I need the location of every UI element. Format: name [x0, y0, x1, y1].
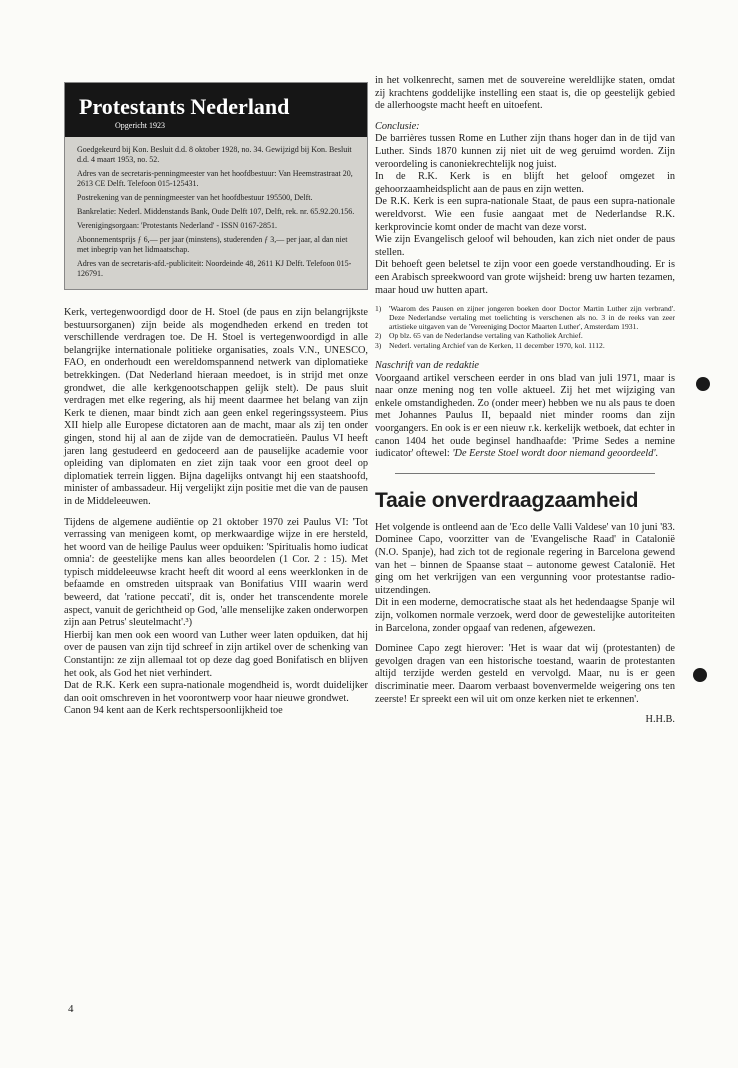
article-title: Taaie onverdraagzaamheid — [375, 488, 639, 512]
association-detail-line: Adres van de secretaris-afd.-publiciteit: Noordeinde 48, 2611 KJ Delft. Telefoon 015-126791. — [77, 259, 352, 278]
paragraph: Canon 94 kent aan de Kerk rechtspersoonlijkheid toe — [64, 705, 283, 717]
editorial-postscript-quote: 'De Eerste Stoel wordt door niemand geoordeeld'. — [452, 448, 659, 460]
association-founded: Opgericht 1923 — [115, 121, 165, 130]
paragraph: Dat de R.K. Kerk een supra-nationale mogendheid is, wordt duidelijker dan ooit omschreven in het voorontwerp voor haar nieuwe grondwet. — [64, 680, 368, 704]
association-header — [65, 83, 367, 137]
footnote — [375, 332, 675, 341]
footnote-text: Nederl. vertaling Archief van de Kerken, 11 december 1970, kol. 1112. — [389, 341, 605, 351]
conclusion-paragraph: De barrières tussen Rome en Luther zijn thans hoger dan in de tijd van Luther. Sinds 1870 kunnen zij niet uit de weg geruimd worden. Zijn veroordeling is canoniekrechtelijk nog juist. — [375, 133, 675, 170]
footnote-number: 3) — [375, 341, 382, 351]
page-number: 4 — [68, 1003, 74, 1015]
footnote — [375, 305, 675, 331]
author-signature: H.H.B. — [645, 714, 675, 726]
paragraph: Dominee Capo zegt hierover: 'Het is waar dat wij (protestanten) de gevolgen dragen van een historische toestand, waarin de protestanten altijd terzijde werden gesteld en vervolgd. Maar, nu is er geen discriminatie meer. Daarom verbaast bovenvermelde weigering ons ten zeerste! Er spreekt een wil uit om onze kerken niet te erkennen'. — [375, 643, 675, 705]
footnotes — [375, 305, 675, 351]
section-divider — [395, 473, 655, 474]
association-info-box — [64, 82, 368, 290]
left-article-text — [64, 307, 368, 718]
association-detail-line: Abonnementsprijs ƒ 6,— per jaar (minstens), studerenden ƒ 3,— per jaar, al dan niet met inbegrip van het lidmaatschap. — [77, 235, 348, 254]
left-column — [64, 82, 368, 718]
paragraph: Dit in een moderne, democratische staat als het hedendaagse Spanje wil zijn, volkomen normale verzoek, werd door de gewestelijke autoriteiten in Barcelona, zonder opgaaf van redenen, afgewezen. — [375, 597, 675, 634]
punch-hole-icon — [696, 377, 710, 391]
editorial-postscript-text: Voorgaand artikel verscheen eerder in ons blad van juli 1971, maar is naar onze mening nog ten volle aktueel. Zij het met wijziging van enkele omstandigheden. Zo (onder meer) hebben we nu als paus te doen met Johannes Paulus II, bepaald niet minder rooms dan zijn voorgangers. En ook is er een nieuw r.k. kerkelijk wetboek, dat echter in canon 1404 het oude beginsel handhaafde: 'Prime Sedes a nemine iudicator' oftewel: — [375, 372, 675, 460]
punch-hole-icon — [693, 668, 707, 682]
editorial-postscript — [375, 373, 675, 461]
conclusion-paragraph: Dit behoeft geen beletsel te zijn voor een goede verstandhouding. Er is een Arabisch spreekwoord van grote wijsheid: breng uw harten tezamen, maar houd uw hutten apart. — [375, 259, 675, 296]
paragraph: Hierbij kan men ook een woord van Luther weer laten opduiken, dat hij over de pausen van zijn tijd schreef in zijn artikel over de schenking van Constantijn: ze zijn allemaal tot op deze dag goed Bonifatisch en blijven het ook, als God het niet verhindert. — [64, 629, 368, 679]
conclusion-heading: Conclusie: — [375, 120, 420, 132]
conclusion-paragraph: De R.K. Kerk is een supra-nationale Staat, de paus een supra-nationale wereldvorst. Wie een fusie aangaat met de Nederlandse R.K. kerkprovincie komt onder de macht van deze vorst. — [375, 196, 675, 233]
association-detail-line: Goedgekeurd bij Kon. Besluit d.d. 8 oktober 1928, no. 34. Gewijzigd bij Kon. Besluit d.d. 4 maart 1953, no. 52. — [77, 145, 352, 164]
paragraph: Het volgende is ontleend aan de 'Eco delle Valli Valdese' van 10 juni '83. Dominee Capo, voorzitter van de 'Evangelische Raad' in Catalonië (N.O. Spanje), had zich tot de regionale regering in Barcelona gewend van het – binnen de Spaanse staat – autonome gewest Catalonië. Het ging om het verkrijgen van een vergunning voor protestantse radio-uitzendingen. — [375, 521, 675, 596]
association-title: Protestants Nederland — [79, 94, 290, 119]
footnote-text: 'Waarom des Pausen en zijner jongeren boeken door Doctor Martin Luther zijn verbrand'. Deze Nederlandse vertaling met toelichting is verschenen als no. 3 in de reeks van zeer artistieke uitgaven van de 'Vereeniging Doctor Maarten Luther', Amsterdam 1931. — [389, 304, 675, 331]
paragraph: in het volkenrecht, samen met de souvereine wereldlijke staten, omdat zij krachtens goddelijke instelling een staat is, die op geestelijk gebied de allerhoogste macht heeft en uitoefent. — [375, 75, 675, 112]
footnote — [375, 342, 675, 351]
editorial-postscript-heading: Naschrift van de redaktie — [375, 360, 479, 372]
association-detail-line: Postrekening van de penningmeester van het hoofdbestuur 195500, Delft. — [77, 193, 313, 202]
association-detail-line: Bankrelatie: Nederl. Middenstands Bank, Oude Delft 107, Delft, rek. nr. 65.92.20.156. — [77, 207, 355, 216]
footnote-number: 1) — [375, 304, 382, 314]
association-detail-line: Verenigingsorgaan: 'Protestants Nederland' - ISSN 0167-2851. — [77, 221, 278, 230]
association-detail-line: Adres van de secretaris-penningmeester van het hoofdbestuur: Van Heemstrastraat 20, 2613 CE Delft. Telefoon 015-125431. — [77, 169, 353, 188]
conclusion-paragraph: Wie zijn Evangelisch geloof wil behouden, kan zich niet onder de paus stellen. — [375, 234, 675, 258]
footnote-text: Op blz. 65 van de Nederlandse vertaling van Katholiek Archief. — [389, 331, 583, 341]
association-details — [65, 137, 367, 289]
footnote-number: 2) — [375, 331, 382, 341]
paragraph: Kerk, vertegenwoordigd door de H. Stoel (de paus en zijn belangrijkste bestuursorganen) zijn beide als mogendheden erkend en treden tot verschillende verdragen toe. De H. Stoel is vertegenwoordigd in alle belangrijke internationale politieke organisaties, zoals V.N., UNESCO, FAO, en onderhoudt een wereldomspannend netwerk van diplomatieke betrekkingen. (Dat Nederland hieraan meedoet, is in strijd met onze grondwet, die alle kerkgenootschappen gelijk stelt). De paus sluit verdragen met elke regering, als hij meent daarmee het belang van zijn Kerk te dienen, maar bindt zich aan geen enkel regeringssysteem. Pius XII hielp alle Europese dictatoren aan de macht, maar als zij ten onder gingen, stond hij al aan de zijde van de democratieën. Paulus VI heeft jaren lang gestudeerd en gedoceerd aan de pauselijke academie voor opleiding van diplomaten en ziet zijn taak voor een groot deel op diplomatiek terrein liggen. Bijna dagelijks ontvangt hij een staatshoofd, minister of ambassadeur. Hij vergelijkt zijn positie met die van de pausen in de Middeleeuwen. — [64, 307, 368, 507]
paragraph: Tijdens de algemene audiëntie op 21 oktober 1970 zei Paulus VI: 'Tot verrassing van menigeen komt, op merkwaardige wijze in ere hersteld, het woord van de heilige Paulus weer opduiken: 'Spiritualis homo iudicat omnia': de geestelijke mens kan alles beoordelen (1 Cor. 2 : 15). Met typisch middeleeuwse kracht heeft dit woord al eens weerklonken in de befaamde en omstreden uitspraak van Bonifatius VIII waarin werd beweerd, dat 'ratione peccati', dit is, onder het transcendente morele aspect, vanuit de gerichtheid op God, 'alle menselijke zaken onderworpen zijn aan Petrus' sleutelmacht'.³) — [64, 516, 368, 629]
conclusion-paragraph: In de R.K. Kerk is en blijft het geloof omgezet in gehoorzaamheidsplicht aan de paus en zijn wetten. — [375, 171, 675, 195]
right-column — [375, 75, 675, 727]
